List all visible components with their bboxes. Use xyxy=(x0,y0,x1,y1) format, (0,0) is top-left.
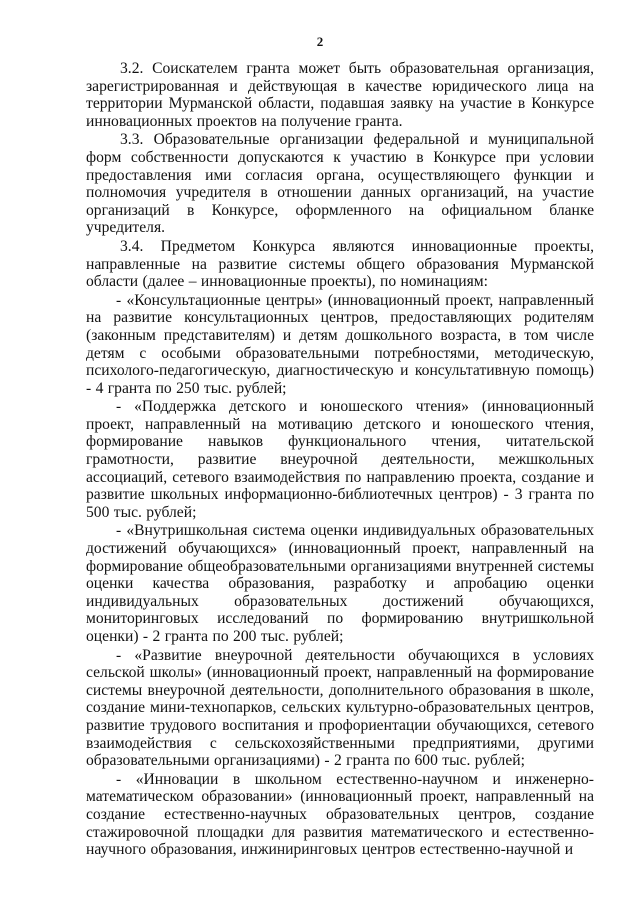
clause-3-4: 3.4. Предметом Конкурса являются инновационные проекты, направленные на развитие системы общего образования Мурманской области (далее – инновационные проекты), по номинациям: xyxy=(86,237,594,291)
nomination-consulting-centers: - «Консультационные центры» (инновационный проект, направленный на развитие консультационных центров, предоставляющих родителям (законным представителям) и детям дошкольного возраста, в том числе детям с особыми образовательными потребностями, методическую, психолого-педагогическую, диагностическую и консультативную помощь) - 4 гранта по 250 тыс. рублей; xyxy=(86,291,594,397)
clause-3-3: 3.3. Образовательные организации федеральной и муниципальной форм собственности допускаются к участию в Конкурсе при условии предоставления ими согласия органа, осуществляющего функции и полномочия учредителя в отношении данных организаций, на участие организаций в Конкурсе, оформленного на официальном бланке учредителя. xyxy=(86,131,594,237)
document-body xyxy=(86,60,594,860)
nomination-stem-innovation: - «Инновации в школьном естественно-научном и инженерно-математическом образовании» (инновационный проект, направленный на создание естественно-научных образовательных центров, создание стажировочной площадки для развития математического и естественно-научного образования, инжиниринговых центров естественно-научной и xyxy=(86,770,594,859)
clause-3-2: 3.2. Соискателем гранта может быть образовательная организация, зарегистрированная и действующая в качестве юридического лица на территории Мурманской области, подавшая заявку на участие в Конкурсе инновационных проектов на получение гранта. xyxy=(86,60,594,130)
page-number: 2 xyxy=(316,34,324,49)
nomination-reading-support: - «Поддержка детского и юношеского чтения» (инновационный проект, направленный на мотивацию детского и юношеского чтения, формирование навыков функционального чтения, читательской грамотности, развитие внеурочной деятельности, межшкольных ассоциаций, сетевого взаимодействия по направлению проекта, создание и развитие школьных информационно-библиотечных центров) - 3 гранта по 500 тыс. рублей; xyxy=(86,398,594,521)
nomination-rural-school: - «Развитие внеурочной деятельности обучающихся в условиях сельской школы» (инновационный проект, направленный на формирование системы внеурочной деятельности, дополнительного образования в школе, создание мини-технопарков, сельских культурно-образовательных центров, развитие трудового воспитания и профориентации обучающихся, сетевого взаимодействия с сельскохозяйственными предприятиями, другими образовательными организациями) - 2 гранта по 600 тыс. рублей; xyxy=(86,646,594,770)
nomination-assessment-system: - «Внутришкольная система оценки индивидуальных образовательных достижений обучающихся» (инновационный проект, направленный на формирование общеобразовательными организациями внутренней системы оценки качества образования, разработку и апробацию оценки индивидуальных образовательных достижений обучающихся, мониторинговых исследований по формированию внутришкольной оценки) - 2 гранта по 200 тыс. рублей; xyxy=(86,522,594,645)
